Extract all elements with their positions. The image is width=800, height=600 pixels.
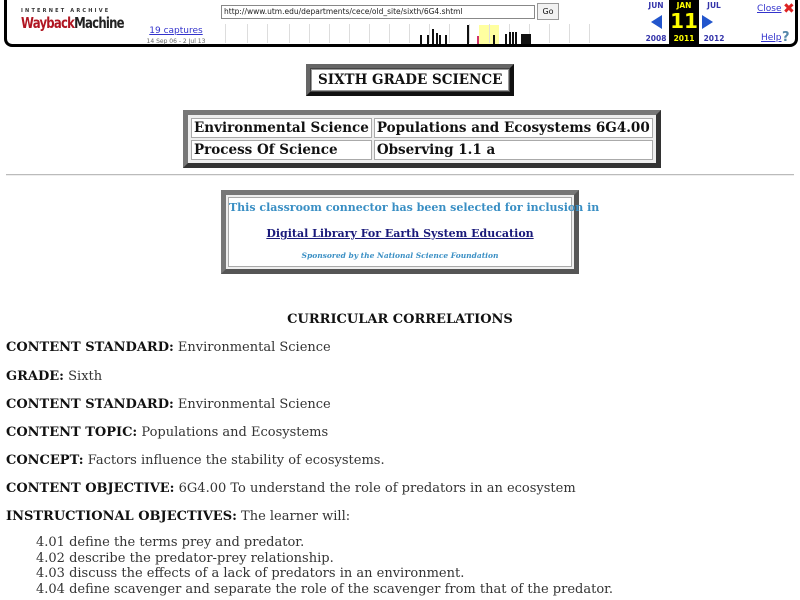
capture-bar[interactable] (493, 35, 495, 44)
table-cell: Environmental Science (191, 118, 372, 138)
prev-month[interactable]: JUN (648, 1, 664, 10)
logo-wayback: Wayback (21, 14, 75, 32)
year-divider (429, 24, 430, 43)
capture-sparkline[interactable] (217, 22, 607, 44)
dlese-box (221, 190, 600, 274)
dlese-sponsor: Sponsored by the National Science Foundation (301, 251, 499, 260)
field-content-objective: CONTENT OBJECTIVE: 6G4.00 To understand the role of predators in an ecosystem (6, 481, 576, 496)
url-input[interactable]: http://www.utm.edu/departments/cece/old_site/sixth/6G4.shtml (221, 5, 535, 19)
objectives-list (36, 535, 613, 597)
dlese-intro: This classroom connector has been selected for inclusion in (229, 201, 600, 214)
year-divider (289, 24, 290, 43)
table-row (191, 140, 653, 160)
capture-bar[interactable] (420, 35, 422, 44)
close-icon[interactable]: ✖ (783, 1, 795, 17)
internet-archive-label: INTERNET ARCHIVE (21, 8, 111, 14)
help-icon[interactable]: ? (782, 30, 790, 45)
dlese-link[interactable]: Digital Library For Earth System Education (266, 227, 534, 240)
capture-bar[interactable] (467, 25, 469, 44)
current-day: 11 (670, 9, 698, 33)
year-divider (247, 24, 248, 43)
page-title: SIXTH GRADE SCIENCE (311, 69, 509, 91)
captures-link[interactable]: 19 captures (149, 26, 203, 36)
field-concept: CONCEPT: Factors influence the stability of ecosystems. (6, 453, 385, 468)
year-divider (409, 24, 410, 43)
capture-bar[interactable] (436, 33, 438, 44)
capture-bar[interactable] (432, 29, 434, 44)
capture-bar[interactable] (427, 35, 429, 44)
year-divider (267, 24, 268, 43)
capture-bar[interactable] (521, 34, 531, 44)
field-content-standard-2: CONTENT STANDARD: Environmental Science (6, 397, 331, 412)
next-year[interactable]: 2012 (703, 34, 725, 43)
year-divider (589, 24, 590, 43)
year-divider (225, 24, 226, 43)
year-divider (389, 24, 390, 43)
current-month: JAN (676, 1, 692, 10)
capture-bar[interactable] (509, 32, 511, 44)
capture-bar[interactable] (505, 34, 507, 44)
topic-table (183, 110, 661, 168)
year-divider (349, 24, 350, 43)
capture-bar[interactable] (512, 32, 514, 44)
year-divider (489, 24, 490, 43)
year-divider (569, 24, 570, 43)
capture-bar[interactable] (445, 35, 447, 44)
logo-machine: Machine (74, 14, 124, 32)
captures-range: 14 Sep 06 - 2 Jul 13 (146, 38, 206, 45)
next-arrow-icon[interactable] (702, 15, 713, 29)
date-navigator (641, 0, 737, 44)
field-content-topic: CONTENT TOPIC: Populations and Ecosystems (6, 425, 329, 440)
close-link[interactable]: Close (757, 4, 782, 14)
year-divider (329, 24, 330, 43)
prev-arrow-icon[interactable] (651, 15, 662, 29)
year-divider (369, 24, 370, 43)
section-title: CURRICULAR CORRELATIONS (287, 312, 513, 327)
field-grade: GRADE: Sixth (6, 369, 103, 384)
current-capture-marker (477, 36, 479, 44)
field-instructional-objectives: INSTRUCTIONAL OBJECTIVES: The learner will: (6, 509, 351, 524)
list-item: 4.01 define the terms prey and predator. (36, 535, 305, 550)
help-link[interactable]: Help (761, 33, 782, 43)
year-divider (469, 24, 470, 43)
current-capture (669, 0, 699, 44)
table-cell: Process Of Science (191, 140, 372, 160)
year-divider (309, 24, 310, 43)
table-cell: Observing 1.1 a (374, 140, 653, 160)
year-divider (549, 24, 550, 43)
field-content-standard: CONTENT STANDARD: Environmental Science (6, 340, 331, 355)
go-button[interactable]: Go (537, 3, 559, 20)
list-item: 4.04 define scavenger and separate the role of the scavenger from that of the predator. (36, 581, 614, 597)
next-month[interactable]: JUL (707, 1, 721, 10)
table-row (191, 118, 653, 138)
list-item: 4.02 describe the predator-prey relationship. (36, 550, 334, 566)
table-cell: Populations and Ecosystems 6G4.00 (374, 118, 653, 138)
capture-bar[interactable] (515, 32, 517, 44)
current-year: 2011 (673, 34, 695, 43)
wayback-toolbar (4, 0, 798, 47)
year-divider (449, 24, 450, 43)
divider (6, 174, 794, 176)
list-item: 4.03 discuss the effects of a lack of predators in an environment. (36, 566, 465, 581)
wayback-logo[interactable] (21, 8, 124, 32)
capture-bar[interactable] (439, 35, 441, 44)
prev-year[interactable]: 2008 (645, 34, 667, 43)
page-title-box (306, 64, 514, 96)
